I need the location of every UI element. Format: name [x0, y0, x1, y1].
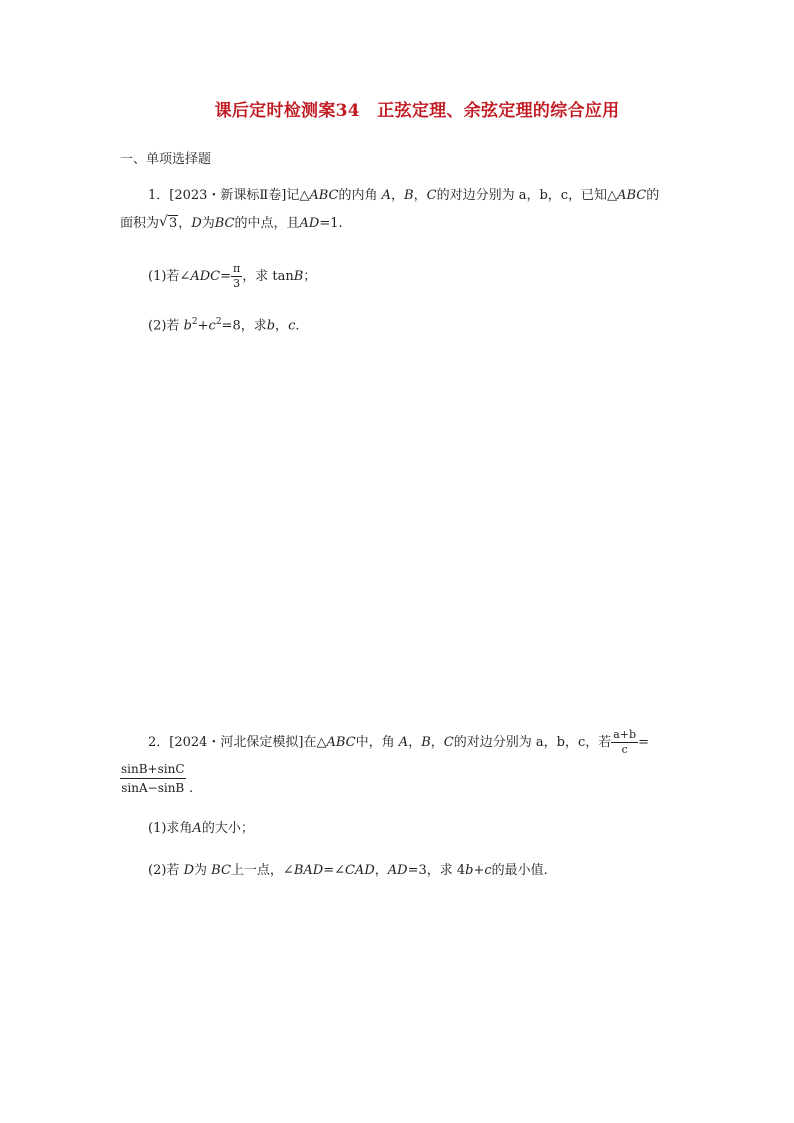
q2-part2-CAD: CAD	[344, 863, 375, 878]
q1-line1	[148, 187, 659, 205]
q2-frac-num: a+b	[613, 728, 637, 741]
q2-part2-e: ，	[374, 863, 388, 878]
q2-part2-c: c	[484, 863, 492, 878]
q1-line2-d: 的中点，且	[234, 216, 300, 231]
q2-text-b: 的对边分别为 a，b，c，若	[453, 735, 612, 750]
q2-prefix: 2．[2024・河北保定模拟]在△	[148, 735, 327, 750]
q1-prefix: 1．[2023・新课标Ⅱ卷]记△	[148, 188, 310, 203]
q2-c1: ，	[408, 735, 422, 750]
q2-fraction-a-plus-b-over-c	[611, 728, 638, 757]
q2-part2-b: 为	[194, 863, 208, 878]
q1-part2-plus: +	[197, 318, 209, 334]
q1-part2-sup2: 2	[215, 317, 222, 327]
q1-B: B	[404, 188, 414, 203]
q1-part2-f: .	[295, 318, 300, 334]
q1-part1-adc: ADC	[190, 269, 221, 284]
sqrt-expression: √ 3	[159, 214, 178, 231]
q2-part2-g: +	[473, 863, 485, 878]
q1-part2-b: b	[183, 318, 192, 334]
q1-part1-b: ，求 tan	[242, 269, 294, 284]
q2-c2: ，	[430, 735, 444, 750]
q2-big-num: sinB+sinC	[120, 761, 186, 779]
frac-den: 3	[233, 277, 241, 290]
q1-part2-a: (2)若	[148, 318, 180, 334]
q2-part2-b4: b	[465, 863, 474, 878]
q1-BC: BC	[214, 216, 235, 231]
q1-D: D	[191, 216, 202, 231]
q1-A: A	[381, 188, 392, 203]
q2-C: C	[443, 735, 454, 750]
q2-part2-f: =3，求 4	[407, 863, 466, 878]
q2-eq: =	[638, 735, 649, 750]
q2-part2-d: =∠	[323, 863, 345, 878]
q2-part1-a: (1)求角	[148, 821, 193, 836]
q1-part2-d: =8，求	[221, 318, 267, 334]
q2-frac-den: c	[621, 743, 628, 756]
q2-part2-AD: AD	[387, 863, 408, 878]
q1-line2-a: 面积为	[120, 216, 160, 231]
q1-part1-a: (1)若∠	[148, 269, 191, 284]
q1-C: C	[426, 188, 437, 203]
section-heading: 一、单项选择题	[120, 152, 212, 167]
q1-line2	[120, 215, 343, 233]
q1-line2-b: ，	[178, 216, 192, 231]
q1-comma1: ，	[391, 188, 405, 203]
q2-sine-fraction	[120, 761, 186, 796]
q2-big-den: sinA−sinB	[121, 781, 185, 795]
q1-text-b: 的对边分别为 a，b，c，已知△	[436, 188, 618, 203]
q1-part2-c: c	[208, 318, 216, 334]
q1-part2-sup1: 2	[191, 317, 198, 327]
q2-part2-D: D	[183, 863, 194, 878]
q1-abc2: ABC	[617, 188, 647, 203]
q2-part1-A: A	[192, 821, 202, 836]
q2-text-a: 中，角	[355, 735, 395, 750]
q2-big-end: .	[189, 781, 194, 796]
q1-line2-e: =1.	[319, 216, 343, 231]
q2-part2-a: (2)若	[148, 863, 180, 878]
q2-B: B	[421, 735, 431, 750]
q2-abc: ABC	[326, 735, 356, 750]
q1-part2-b2: b	[266, 318, 276, 334]
q1-part2	[148, 313, 299, 335]
q1-text-a: 的内角	[338, 188, 378, 203]
pi-over-3-fraction	[231, 262, 242, 291]
q1-part1-eq: =	[220, 269, 231, 284]
q1-part1-c: ；	[303, 269, 317, 284]
q1-line2-c: 为	[201, 216, 215, 231]
q1-part2-e: ，	[275, 318, 289, 334]
page-title: 课后定时检测案34 正弦定理、余弦定理的综合应用	[214, 101, 620, 121]
q2-part1-b: 的大小；	[201, 821, 254, 836]
q2-part1	[148, 820, 254, 838]
q1-part2-c2: c	[288, 318, 296, 334]
q1-part1	[148, 262, 316, 291]
q2-part2-BAD: BAD	[293, 863, 324, 878]
q2-line1	[148, 728, 649, 757]
q2-A: A	[398, 735, 409, 750]
q2-part2-BC: BC	[211, 863, 231, 878]
q1-comma2: ，	[413, 188, 427, 203]
q2-part2	[148, 862, 548, 880]
q1-text-c: 的	[646, 188, 660, 203]
q1-abc1: ABC	[309, 188, 339, 203]
q1-part1-B: B	[293, 269, 304, 284]
frac-num: π	[232, 262, 241, 275]
q2-part2-h: 的最小值.	[491, 863, 548, 878]
q2-part2-c: 上一点，∠	[230, 863, 294, 878]
q1-AD: AD	[299, 216, 320, 231]
sqrt-value: 3	[169, 216, 178, 231]
